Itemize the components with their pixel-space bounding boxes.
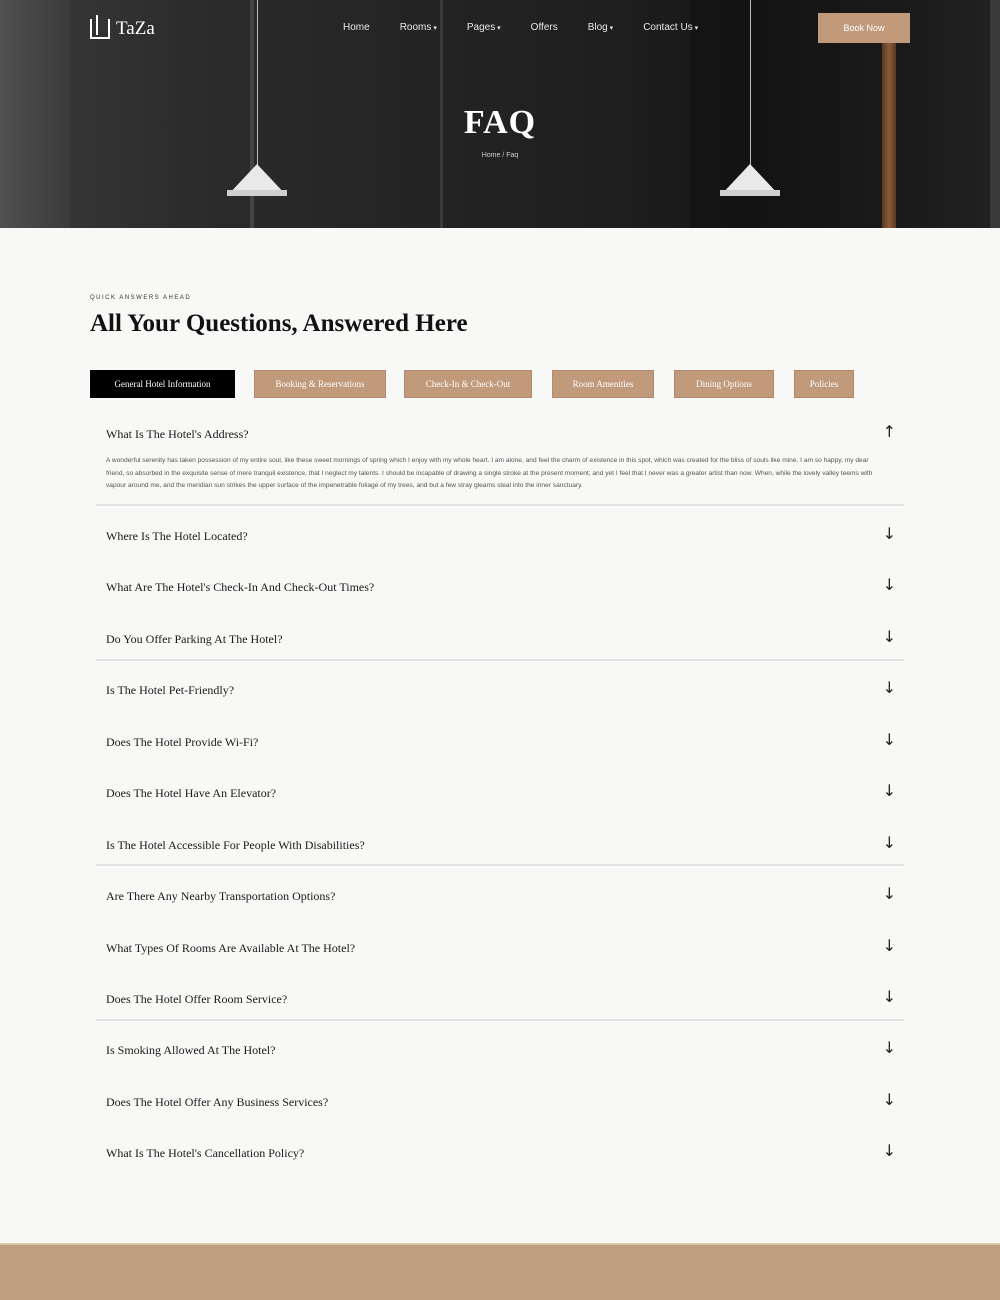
- faq-question[interactable]: Are There Any Nearby Transportation Options?: [106, 889, 336, 903]
- faq-item[interactable]: [96, 624, 904, 664]
- arrow-down-icon[interactable]: ↓: [882, 730, 896, 749]
- menu-item-pages[interactable]: Pages ▾: [467, 22, 501, 33]
- faq-item[interactable]: [96, 984, 904, 1024]
- tab-general-hotel-information[interactable]: General Hotel Information: [90, 370, 235, 398]
- pendant-lamp-icon: [720, 164, 780, 196]
- arrow-down-icon[interactable]: ↓: [882, 678, 896, 697]
- faq-question[interactable]: What Is The Hotel's Cancellation Policy?: [106, 1146, 305, 1160]
- page-title: FAQ: [463, 104, 537, 141]
- footer-band: [0, 1243, 1000, 1300]
- pendant-lamp-icon: [227, 164, 287, 196]
- faq-question[interactable]: Does The Hotel Provide Wi-Fi?: [106, 735, 259, 749]
- brand-name: TaZa: [116, 18, 155, 39]
- main-menu: [343, 22, 698, 33]
- tab-check-in-check-out[interactable]: Check-In & Check-Out: [404, 370, 532, 398]
- menu-item-blog[interactable]: Blog ▾: [588, 22, 613, 33]
- arrow-down-icon[interactable]: ↓: [882, 781, 896, 800]
- arrow-down-icon[interactable]: ↓: [882, 987, 896, 1006]
- faq-item[interactable]: [96, 419, 904, 509]
- arrow-up-icon[interactable]: ↑: [882, 422, 896, 441]
- faq-question[interactable]: Do You Offer Parking At The Hotel?: [106, 632, 283, 646]
- arrow-down-icon[interactable]: ↓: [882, 884, 896, 903]
- arrow-down-icon[interactable]: ↓: [882, 1090, 896, 1109]
- tab-room-amenities[interactable]: Room Amenities: [552, 370, 654, 398]
- arrow-down-icon[interactable]: ↓: [882, 1141, 896, 1160]
- faq-question[interactable]: Does The Hotel Offer Room Service?: [106, 992, 288, 1006]
- tab-policies[interactable]: Policies: [794, 370, 854, 398]
- faq-question[interactable]: What Is The Hotel's Address?: [106, 427, 249, 441]
- faq-question[interactable]: Is The Hotel Pet-Friendly?: [106, 683, 235, 697]
- menu-item-rooms[interactable]: Rooms ▾: [400, 22, 437, 33]
- faq-item[interactable]: [96, 521, 904, 561]
- tab-dining-options[interactable]: Dining Options: [674, 370, 774, 398]
- faq-divider: [96, 659, 904, 661]
- menu-item-offers[interactable]: Offers: [530, 22, 558, 33]
- hero-banner: [0, 0, 1000, 228]
- faq-item[interactable]: [96, 727, 904, 767]
- arrow-down-icon[interactable]: ↓: [882, 627, 896, 646]
- faq-item[interactable]: [96, 778, 904, 818]
- faq-question[interactable]: Does The Hotel Offer Any Business Services?: [106, 1095, 329, 1109]
- faq-divider: [96, 504, 904, 506]
- faq-question[interactable]: What Are The Hotel's Check-In And Check-Out Times?: [106, 580, 375, 594]
- arrow-down-icon[interactable]: ↓: [882, 575, 896, 594]
- menu-item-contact-us[interactable]: Contact Us ▾: [643, 22, 698, 33]
- top-navigation: [0, 0, 1000, 56]
- faq-item[interactable]: [96, 1035, 904, 1075]
- arrow-down-icon[interactable]: ↓: [882, 1038, 896, 1057]
- faq-question[interactable]: Where Is The Hotel Located?: [106, 529, 248, 543]
- faq-item[interactable]: [96, 881, 904, 921]
- faq-answer: A wonderful serenity has taken possession of my entire soul, like these sweet mornings of spring which I enjoy with my whole heart. I am alone, and feel the charm of existence in this spot, which was created for the bliss of souls like mine. I am so happy, my dear friend, so absorbed in the exquisite sense of mere tranquil existence, that I neglect my talents. I should be incapable of drawing a single stroke at the present moment; and yet I feel that I never was a greater artist than now. When, while the lovely valley teems with vapour around me, and the meridian sun strikes the upper surface of the impenetrable foliage of my trees, and but a few stray gleams steal into the inner sanctuary.: [106, 457, 873, 489]
- faq-item[interactable]: [96, 675, 904, 715]
- book-now-button[interactable]: Book Now: [818, 13, 910, 43]
- faq-divider: [96, 864, 904, 866]
- faq-question[interactable]: Is Smoking Allowed At The Hotel?: [106, 1043, 276, 1057]
- faq-item[interactable]: [96, 1087, 904, 1127]
- faq-question[interactable]: Does The Hotel Have An Elevator?: [106, 786, 277, 800]
- section-title: All Your Questions, Answered Here: [90, 310, 468, 337]
- brand-logo[interactable]: [90, 18, 155, 40]
- faq-question[interactable]: Is The Hotel Accessible For People With Disabilities?: [106, 838, 365, 852]
- menu-item-home[interactable]: Home: [343, 22, 370, 33]
- arrow-down-icon[interactable]: ↓: [882, 936, 896, 955]
- faq-item[interactable]: [96, 1138, 904, 1178]
- faq-item[interactable]: [96, 572, 904, 612]
- tab-booking-reservations[interactable]: Booking & Reservations: [254, 370, 386, 398]
- building-icon: [90, 19, 110, 39]
- section-eyebrow: QUICK ANSWERS AHEAD: [90, 295, 192, 301]
- faq-divider: [96, 1019, 904, 1021]
- arrow-down-icon[interactable]: ↓: [882, 833, 896, 852]
- faq-question[interactable]: What Types Of Rooms Are Available At The Hotel?: [106, 941, 356, 955]
- breadcrumb: Home / Faq: [481, 152, 519, 159]
- arrow-down-icon[interactable]: ↓: [882, 524, 896, 543]
- faq-item[interactable]: [96, 933, 904, 973]
